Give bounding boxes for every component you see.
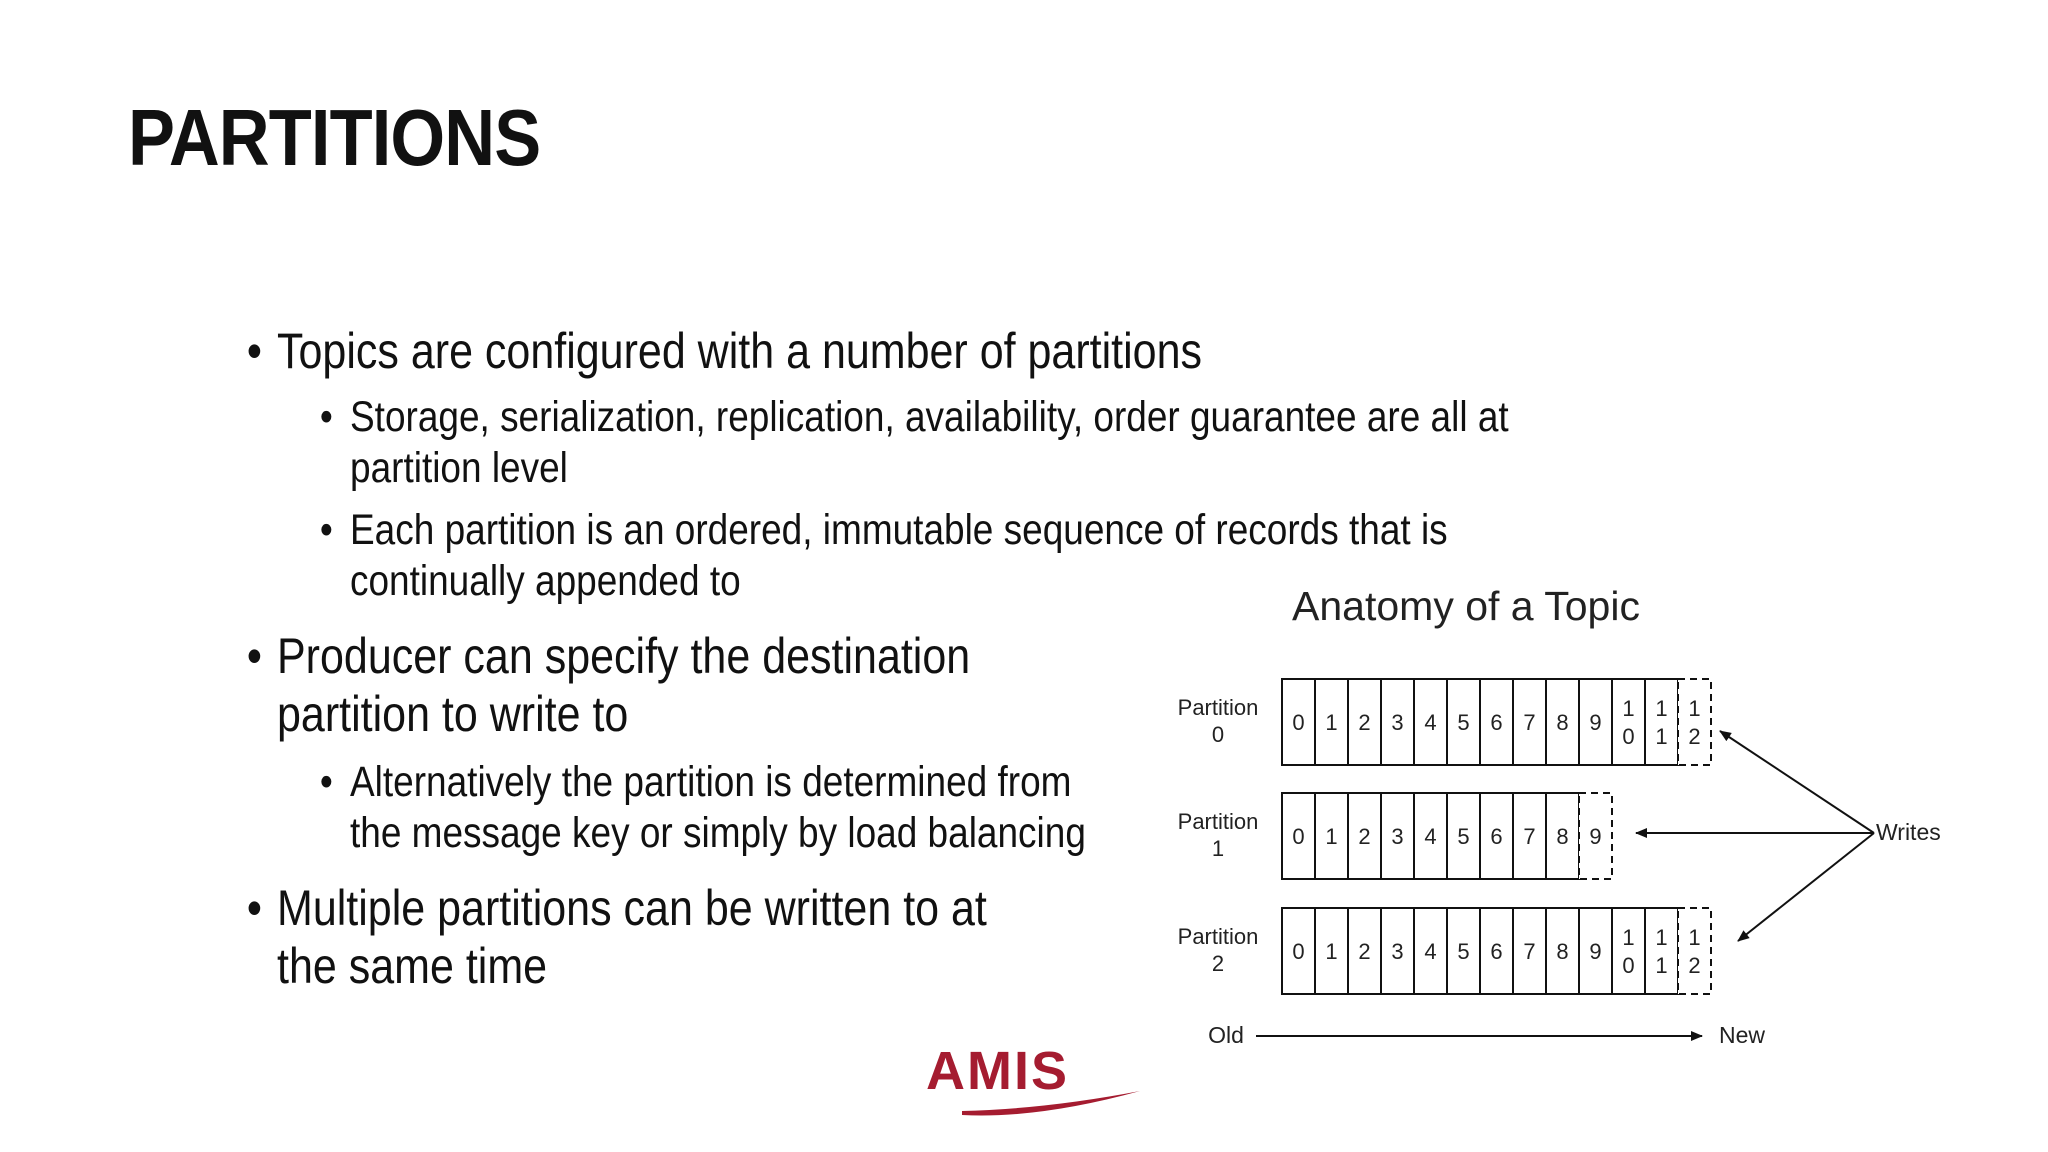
record-cell [1645,908,1678,994]
record-offset-label [1325,824,1337,849]
bullet-dot: • [319,758,333,806]
bullet-text: partition to write to [277,686,629,742]
bullet-topics [246,322,1202,380]
record-offset-label [1358,710,1370,735]
svg-text:6: 6 [1490,824,1503,849]
svg-text:6: 6 [1490,939,1503,964]
svg-text:1: 1 [1688,696,1701,721]
svg-text:2: 2 [1358,710,1371,735]
record-offset-label [1523,939,1535,964]
record-offset-label [1457,824,1469,849]
record-offset-label [1391,710,1403,735]
svg-text:2: 2 [1358,939,1371,964]
writes-arrow-partition-0 [1720,731,1874,833]
svg-text:8: 8 [1556,710,1569,735]
svg-text:4: 4 [1424,824,1437,849]
record-offset-label [1358,939,1370,964]
svg-text:7: 7 [1523,939,1536,964]
new-label: New [1718,1022,1766,1048]
partition-row-2 [1178,908,1711,994]
bullet-text: Storage, serialization, replication, availability, order guarantee are all at [350,393,1509,441]
bullet-text: Producer can specify the destination [277,628,971,684]
bullet-text: Multiple partitions can be written to at [277,880,987,936]
svg-text:5: 5 [1457,939,1470,964]
svg-text:3: 3 [1391,939,1404,964]
bullet-producer [246,627,971,743]
bullet-dot: • [319,506,333,554]
logo-text: AMIS [926,1041,1069,1101]
record-offset-label [1589,939,1601,964]
svg-text:9: 9 [1589,710,1602,735]
bullet-text: partition level [350,444,568,492]
bullet-text: continually appended to [350,557,741,605]
record-offset-label [1391,824,1403,849]
record-offset-label [1556,824,1568,849]
bullet-dot: • [246,880,262,936]
record-offset-label [1292,939,1304,964]
record-cell [1612,679,1645,765]
svg-text:4: 4 [1424,939,1437,964]
sub-bullet-storage [319,392,1509,494]
old-label: Old [1208,1022,1244,1048]
writes-arrow-partition-2 [1738,833,1874,941]
svg-text:2: 2 [1688,724,1701,749]
pending-record-cell [1678,679,1711,765]
partition-label: Partition [1177,809,1259,834]
record-offset-label [1325,939,1337,964]
svg-text:3: 3 [1391,710,1404,735]
svg-text:8: 8 [1556,824,1569,849]
record-offset-label [1424,939,1436,964]
record-offset-label [1457,939,1469,964]
svg-text:6: 6 [1490,710,1503,735]
record-offset-label [1424,824,1436,849]
svg-text:9: 9 [1589,824,1602,849]
partition-label: Partition [1177,695,1259,720]
record-offset-label [1490,939,1502,964]
record-offset-label [1556,710,1568,735]
svg-text:0: 0 [1292,710,1305,735]
partition-row-1 [1178,793,1612,879]
svg-text:1: 1 [1325,939,1338,964]
record-offset-label [1325,710,1337,735]
svg-text:1: 1 [1325,824,1338,849]
svg-text:8: 8 [1556,939,1569,964]
partition-row-0 [1178,679,1711,765]
partition-label: Partition [1177,924,1259,949]
record-offset-label [1292,710,1304,735]
svg-text:4: 4 [1424,710,1437,735]
record-offset-label [1424,710,1436,735]
svg-text:7: 7 [1523,824,1536,849]
bullet-text: the same time [277,938,548,994]
record-offset-label [1457,710,1469,735]
svg-text:0: 0 [1292,824,1305,849]
svg-text:7: 7 [1523,710,1536,735]
svg-text:2: 2 [1358,824,1371,849]
amis-logo [918,1037,1148,1127]
record-offset-label [1523,710,1535,735]
svg-text:1: 1 [1622,696,1635,721]
svg-text:1: 1 [1688,925,1701,950]
svg-text:1: 1 [1655,724,1668,749]
bullet-multiple-partitions [246,879,987,995]
bullet-dot: • [246,323,262,379]
record-offset-label [1523,824,1535,849]
bullet-text: Each partition is an ordered, immutable sequence of records that is [350,506,1448,554]
record-offset-label [1391,939,1403,964]
svg-text:0: 0 [1622,953,1635,978]
record-cell [1612,908,1645,994]
bullet-text: Alternatively the partition is determined from [350,758,1072,806]
svg-text:0: 0 [1622,724,1635,749]
record-offset-label [1589,710,1601,735]
svg-text:1: 1 [1655,696,1668,721]
svg-text:1: 1 [1325,710,1338,735]
record-offset-label [1490,824,1502,849]
svg-text:9: 9 [1589,939,1602,964]
diagram-title: Anatomy of a Topic [1292,583,1640,629]
partition-number: 1 [1211,836,1225,861]
writes-label: Writes [1876,819,1941,845]
svg-text:5: 5 [1457,824,1470,849]
slide-title: PARTITIONS [128,93,541,182]
bullet-dot: • [319,393,333,441]
partition-rows [1178,679,1711,994]
topic-anatomy-diagram [1150,560,1990,1060]
bullet-text: the message key or simply by load balancing [350,809,1086,857]
pending-record-cell [1678,908,1711,994]
svg-text:5: 5 [1457,710,1470,735]
svg-text:1: 1 [1655,925,1668,950]
partition-number: 2 [1211,951,1225,976]
sub-bullet-alternatively [319,757,1086,859]
record-offset-label [1358,824,1370,849]
svg-text:1: 1 [1622,925,1635,950]
svg-text:1: 1 [1655,953,1668,978]
bullet-dot: • [246,628,262,684]
partition-number: 0 [1211,722,1225,747]
svg-text:0: 0 [1292,939,1305,964]
record-offset-label [1490,710,1502,735]
bullet-text: Topics are configured with a number of partitions [277,323,1202,379]
svg-text:2: 2 [1688,953,1701,978]
record-cell [1645,679,1678,765]
record-offset-label [1556,939,1568,964]
svg-text:3: 3 [1391,824,1404,849]
record-offset-label [1292,824,1304,849]
pending-offset-label [1589,824,1601,849]
